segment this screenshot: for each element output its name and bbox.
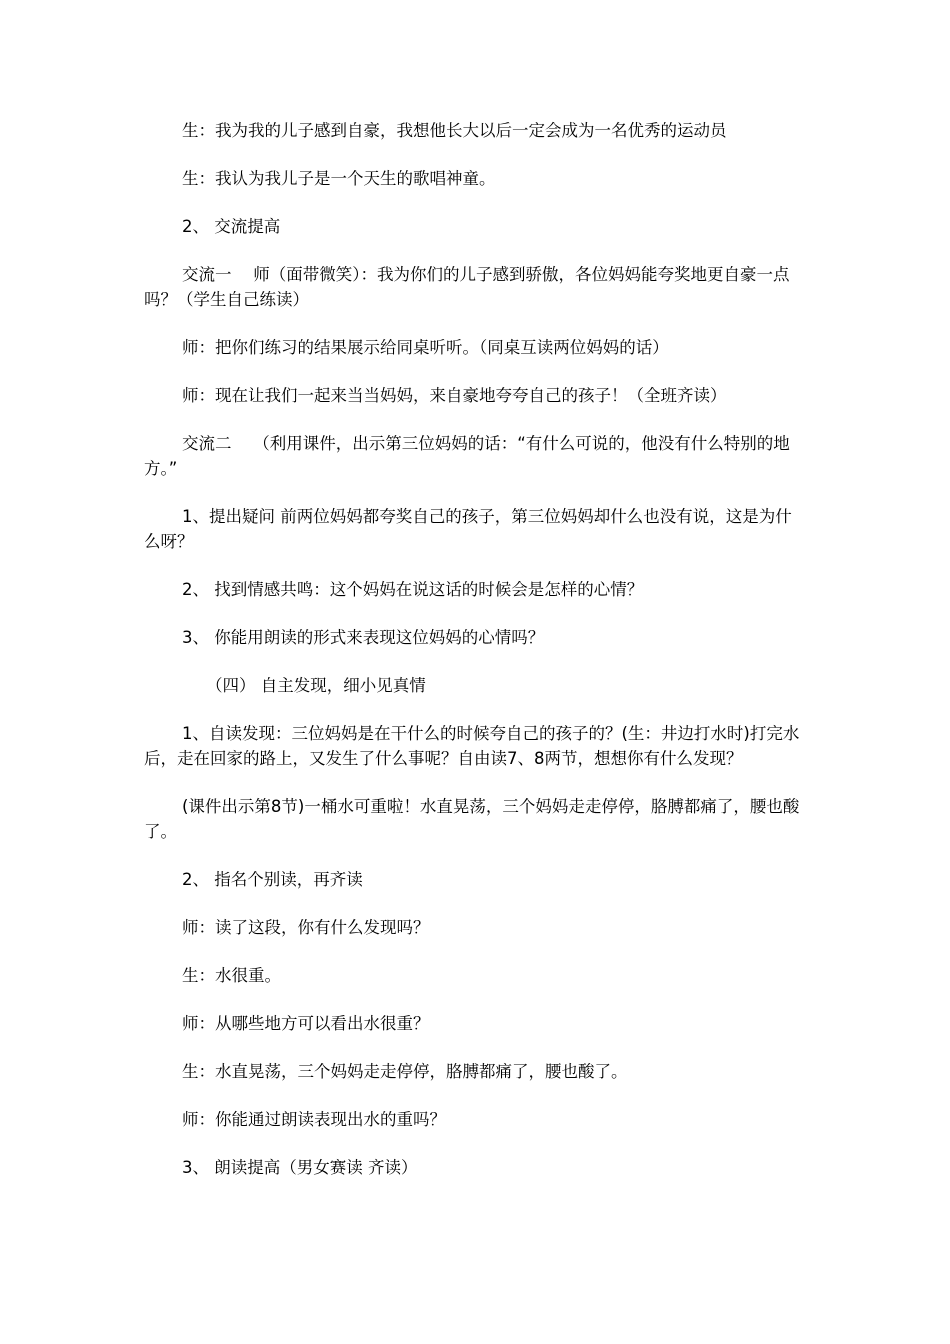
paragraph-13: (课件出示第8节)一桶水可重啦！水直晃荡，三个妈妈走走停停，胳膊都痛了，腰也酸了。 bbox=[144, 797, 800, 841]
paragraph-4: 交流一 师（面带微笑）：我为你们的儿子感到骄傲，各位妈妈能夸奖地更自豪一点吗？（学生自己练读） bbox=[144, 265, 790, 309]
paragraph-17: 师：从哪些地方可以看出水很重？ bbox=[182, 1014, 430, 1033]
document-page bbox=[144, 118, 808, 1180]
paragraph-9: 2、 找到情感共鸣：这个妈妈在说这话的时候会是怎样的心情？ bbox=[182, 580, 644, 599]
paragraph-7: 交流二 （利用课件，出示第三位妈妈的话：“有什么可说的，他没有什么特别的地方。” bbox=[144, 434, 790, 478]
paragraph-14: 2、 指名个别读，再齐读 bbox=[182, 870, 363, 889]
paragraph-19: 师：你能通过朗读表现出水的重吗？ bbox=[182, 1110, 446, 1129]
paragraph-1: 生：我为我的儿子感到自豪，我想他长大以后一定会成为一名优秀的运动员 bbox=[182, 121, 727, 140]
paragraph-18: 生：水直晃荡，三个妈妈走走停停，胳膊都痛了，腰也酸了。 bbox=[182, 1062, 628, 1081]
paragraph-2: 生：我认为我儿子是一个天生的歌唱神童。 bbox=[182, 169, 496, 188]
paragraph-16: 生：水很重。 bbox=[182, 966, 281, 985]
paragraph-6: 师：现在让我们一起来当当妈妈，来自豪地夸夸自己的孩子！（全班齐读） bbox=[182, 386, 727, 405]
section-heading: （四） 自主发现，细小见真情 bbox=[206, 676, 426, 695]
paragraph-10: 3、 你能用朗读的形式来表现这位妈妈的心情吗？ bbox=[182, 628, 545, 647]
paragraph-3: 2、 交流提高 bbox=[182, 217, 281, 236]
paragraph-15: 师：读了这段，你有什么发现吗？ bbox=[182, 918, 430, 937]
paragraph-12: 1、自读发现：三位妈妈是在干什么的时候夸自己的孩子的？(生：井边打水时)打完水后，走在回家的路上，又发生了什么事呢？自由读7、8两节，想想你有什么发现？ bbox=[144, 724, 800, 768]
paragraph-20: 3、 朗读提高（男女赛读 齐读） bbox=[182, 1158, 418, 1177]
paragraph-8: 1、提出疑问 前两位妈妈都夸奖自己的孩子，第三位妈妈却什么也没有说，这是为什么呀？ bbox=[144, 507, 792, 551]
paragraph-5: 师：把你们练习的结果展示给同桌听听。（同桌互读两位妈妈的话） bbox=[182, 338, 669, 357]
